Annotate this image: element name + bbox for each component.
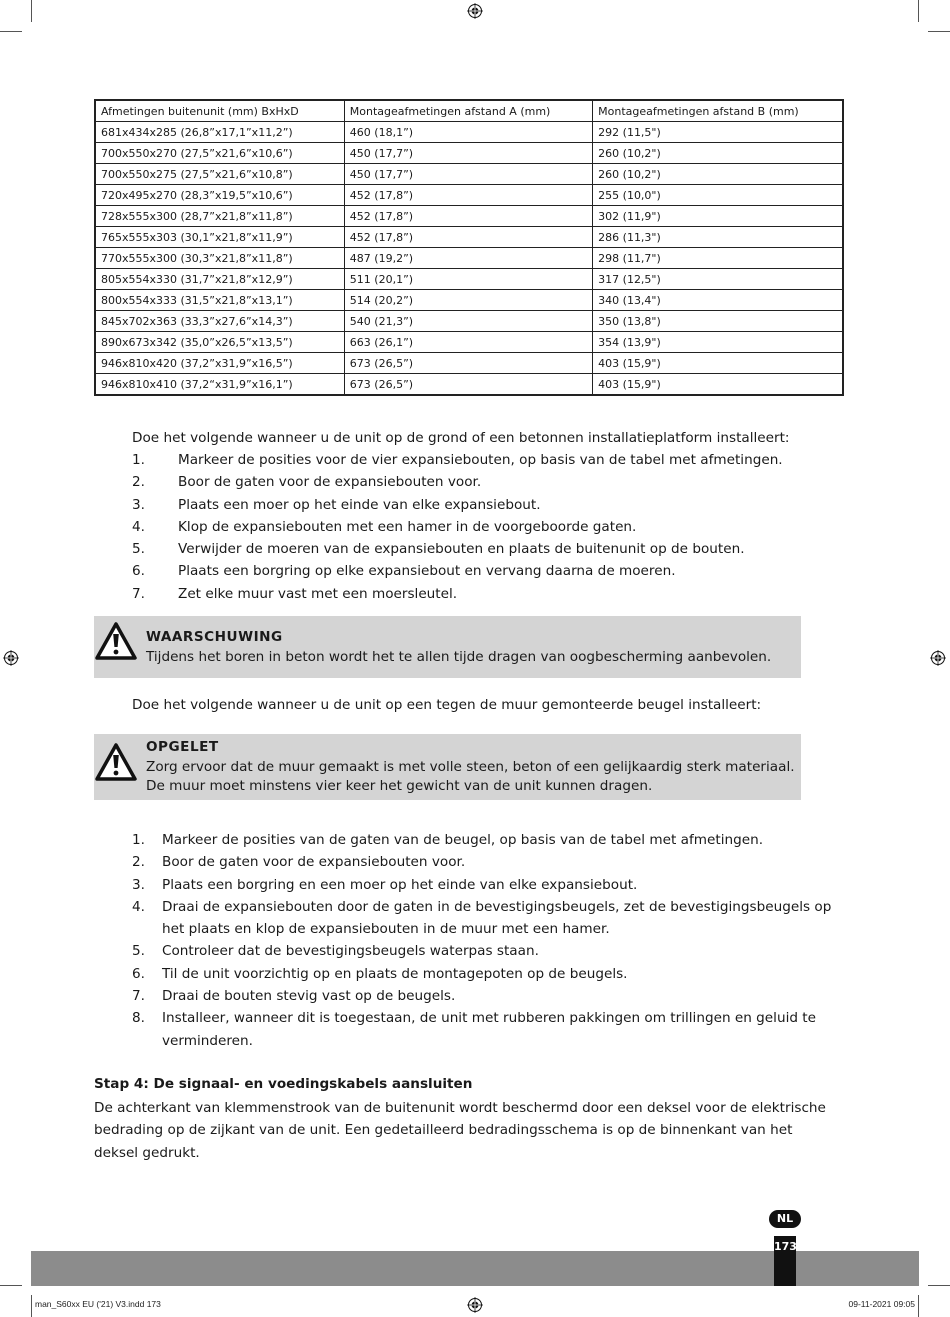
list-item (132, 896, 832, 941)
table-cell: 292 (11,5") (593, 122, 843, 143)
list-item-number: 1. (132, 832, 145, 848)
list-item-number: 4. (132, 518, 145, 535)
caution-text-line1: Zorg ervoor dat de muur gemaakt is met volle steen, beton of een gelijkaardig sterk materiaal. (146, 759, 795, 775)
list-item (132, 940, 832, 962)
table-cell: 800x554x333 (31,5”x21,8”x13,1”) (95, 290, 344, 311)
crop-mark (918, 1295, 919, 1317)
list-item-text: Controleer dat de bevestigingsbeugels waterpas staan. (162, 943, 539, 960)
dimensions-table (94, 99, 844, 396)
table-row (95, 164, 843, 185)
table-row (95, 269, 843, 290)
table-cell: 845x702x363 (33,3”x27,6”x14,3”) (95, 311, 344, 332)
list-item-text: Til de unit voorzichtig op en plaats de montagepoten op de beugels. (162, 965, 628, 982)
crop-mark (31, 1295, 32, 1317)
table-cell: 452 (17,8”) (344, 185, 592, 206)
table-cell: 770x555x300 (30,3”x21,8”x11,8”) (95, 248, 344, 269)
list-item (132, 538, 832, 560)
table-cell: 450 (17,7”) (344, 164, 592, 185)
list-item (132, 1007, 832, 1052)
table-cell: 460 (18,1”) (344, 122, 592, 143)
table-row (95, 248, 843, 269)
table-cell: 403 (15,9") (593, 353, 843, 374)
table-cell: 946x810x420 (37,2”x31,9”x16,5”) (95, 353, 344, 374)
list-item (132, 963, 832, 985)
list-item-number: 3. (132, 876, 145, 893)
table-cell: 673 (26,5”) (344, 374, 592, 396)
list-item-text: Installeer, wanneer dit is toegestaan, de unit met rubberen pakkingen om trillingen en geluid te verminderen. (162, 1010, 816, 1049)
list-item-text: Draai de expansiebouten door de gaten in de bevestigingsbeugels, zet de bevestigingsbeugels op het plaats en klop de expansiebouten in de muur met een hamer. (162, 898, 832, 938)
crop-mark (928, 31, 950, 32)
wall-install-intro: Doe het volgende wanneer u de unit op een tegen de muur gemonteerde beugel installeert: (132, 697, 762, 713)
list-item-number: 5. (132, 943, 145, 960)
warning-text: Tijdens het boren in beton wordt het te allen tijde dragen van oogbescherming aanbevolen. (146, 649, 772, 665)
table-row (95, 185, 843, 206)
registration-mark-icon (3, 650, 19, 666)
registration-mark-icon (467, 3, 483, 19)
list-item-number: 7. (132, 585, 145, 602)
warning-triangle-icon (95, 622, 137, 660)
table-row (95, 353, 843, 374)
list-item (132, 516, 832, 538)
file-name-slug: man_S60xx EU ('21) V3.indd 173 (35, 1299, 161, 1309)
table-row (95, 311, 843, 332)
table-cell: 302 (11,9") (593, 206, 843, 227)
list-item-number: 6. (132, 965, 145, 982)
table-cell: 663 (26,1”) (344, 332, 592, 353)
table-cell: 298 (11,7") (593, 248, 843, 269)
table-cell: 452 (17,8”) (344, 206, 592, 227)
column-header: Afmetingen buitenunit (mm) BxHxD (95, 100, 344, 122)
table-cell: 317 (12,5") (593, 269, 843, 290)
table-cell: 681x434x285 (26,8”x17,1”x11,2”) (95, 122, 344, 143)
table-row (95, 227, 843, 248)
table-cell: 354 (13,9") (593, 332, 843, 353)
ground-install-steps (132, 449, 832, 605)
list-item (132, 494, 832, 516)
list-item-text: Boor de gaten voor de expansiebouten voor. (178, 474, 482, 491)
table-cell: 340 (13,4") (593, 290, 843, 311)
registration-mark-icon (467, 1297, 483, 1313)
list-item (132, 985, 832, 1007)
caution-title: OPGELET (146, 739, 219, 755)
table-cell: 673 (26,5”) (344, 353, 592, 374)
registration-mark-icon (930, 650, 946, 666)
caution-box (94, 734, 801, 800)
table-cell: 700x550x275 (27,5”x21,6”x10,8”) (95, 164, 344, 185)
table-cell: 255 (10,0") (593, 185, 843, 206)
column-header: Montageafmetingen afstand B (mm) (593, 100, 843, 122)
table-cell: 540 (21,3”) (344, 311, 592, 332)
list-item-number: 2. (132, 474, 145, 491)
crop-mark (31, 0, 32, 22)
list-item-text: Plaats een moer op het einde van elke expansiebout. (178, 496, 541, 513)
list-item-text: Verwijder de moeren van de expansiebouten en plaats de buitenunit op de bouten. (178, 541, 745, 558)
list-item-number: 5. (132, 541, 145, 558)
table-cell: 260 (10,2") (593, 164, 843, 185)
list-item-text: Plaats een borgring op elke expansiebout en vervang daarna de moeren. (178, 563, 676, 580)
list-item (132, 560, 832, 582)
table-cell: 452 (17,8”) (344, 227, 592, 248)
table-cell: 403 (15,9") (593, 374, 843, 396)
table-cell: 700x550x270 (27,5”x21,6”x10,6”) (95, 143, 344, 164)
list-item-number: 4. (132, 898, 145, 915)
table-cell: 765x555x303 (30,1”x21,8”x11,9”) (95, 227, 344, 248)
list-item (132, 851, 832, 873)
warning-title: WAARSCHUWING (146, 629, 283, 645)
list-item-text: Boor de gaten voor de expansiebouten voor. (162, 854, 466, 871)
table-cell: 487 (19,2”) (344, 248, 592, 269)
warning-triangle-icon (95, 743, 137, 781)
table-cell: 260 (10,2") (593, 143, 843, 164)
table-cell: 728x555x300 (28,7”x21,8”x11,8”) (95, 206, 344, 227)
list-item-number: 1. (132, 452, 145, 468)
crop-mark (0, 1285, 22, 1286)
date-time-slug: 09-11-2021 09:05 (848, 1299, 915, 1309)
ground-install-intro: Doe het volgende wanneer u de unit op de grond of een betonnen installatieplatform installeert: (132, 430, 790, 446)
table-header-row (95, 100, 843, 122)
table-row (95, 206, 843, 227)
list-item-number: 8. (132, 1010, 145, 1027)
table-cell: 350 (13,8") (593, 311, 843, 332)
table-cell: 450 (17,7”) (344, 143, 592, 164)
list-item (132, 583, 832, 605)
column-header: Montageafmetingen afstand A (mm) (344, 100, 592, 122)
table-row (95, 332, 843, 353)
crop-mark (0, 31, 22, 32)
crop-mark (928, 1285, 950, 1286)
table-cell: 946x810x410 (37,2“x31,9”x16,1”) (95, 374, 344, 396)
table-cell: 511 (20,1”) (344, 269, 592, 290)
warning-box (94, 616, 801, 678)
wall-install-steps (132, 829, 832, 1052)
caution-text-line2: De muur moet minstens vier keer het gewicht van de unit kunnen dragen. (146, 778, 653, 794)
list-item-number: 3. (132, 496, 145, 513)
page-number: 173 (774, 1240, 797, 1253)
list-item (132, 874, 832, 896)
table-row (95, 374, 843, 396)
table-row (95, 143, 843, 164)
list-item (132, 449, 832, 471)
crop-mark (918, 0, 919, 22)
list-item (132, 471, 832, 493)
table-cell: 805x554x330 (31,7”x21,8”x12,9”) (95, 269, 344, 290)
list-item-text: Klop de expansiebouten met een hamer in de voorgeboorde gaten. (178, 518, 637, 535)
table-cell: 286 (11,3") (593, 227, 843, 248)
table-cell: 720x495x270 (28,3”x19,5”x10,6”) (95, 185, 344, 206)
list-item-number: 6. (132, 563, 145, 580)
list-item-number: 2. (132, 854, 145, 871)
list-item (132, 829, 832, 851)
table-row (95, 290, 843, 311)
list-item-text: Markeer de posities van de gaten van de beugel, op basis van de tabel met afmetingen. (162, 832, 764, 848)
list-item-text: Markeer de posities voor de vier expansiebouten, op basis van de tabel met afmetingen. (178, 452, 783, 468)
table-cell: 890x673x342 (35,0”x26,5”x13,5”) (95, 332, 344, 353)
list-item-text: Draai de bouten stevig vast op de beugels. (162, 988, 456, 1005)
section-heading: Stap 4: De signaal- en voedingskabels aansluiten (94, 1076, 473, 1092)
language-badge: NL (769, 1210, 801, 1228)
table-row (95, 122, 843, 143)
section-paragraph: De achterkant van klemmenstrook van de buitenunit wordt beschermd door een deksel voor de elektrische bedrading op de zijkant van de unit. Een gedetailleerd bedradingsschema is op de binnenkant van het deksel gedrukt. (94, 1100, 826, 1161)
list-item-number: 7. (132, 988, 145, 1005)
list-item-text: Zet elke muur vast met een moersleutel. (178, 585, 458, 602)
table-cell: 514 (20,2”) (344, 290, 592, 311)
list-item-text: Plaats een borgring en een moer op het einde van elke expansiebout. (162, 876, 638, 893)
